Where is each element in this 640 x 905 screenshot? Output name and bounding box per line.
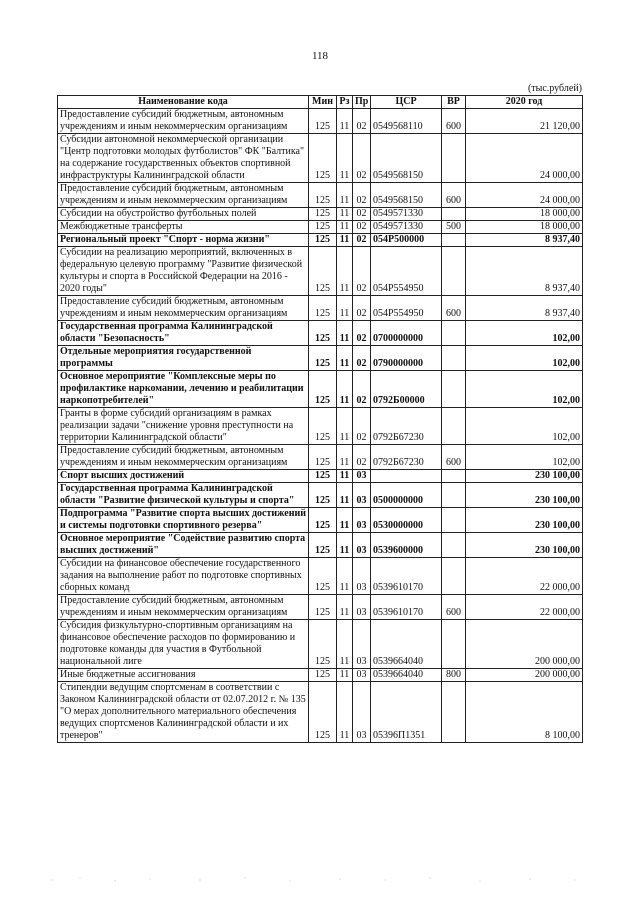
cell-name: Субсидия физкультурно-спортивным организациям на финансовое обеспечение расходов по формированию и подготовке команды для участия в Футбольной национальной лиге	[58, 620, 309, 669]
cell-amount: 24 000,00	[466, 134, 583, 183]
cell-rz: 11	[337, 620, 353, 669]
cell-rz: 11	[337, 321, 353, 346]
cell-pr: 03	[353, 558, 371, 595]
cell-pr: 02	[353, 371, 371, 408]
table-row	[58, 558, 583, 595]
cell-name: Субсидии автономной некоммерческой организации "Центр подготовки молодых футболистов" ФК "Балтика" на содержание государственных объектов спортивной инфраструктуры Калининградской области	[58, 134, 309, 183]
cell-min: 125	[309, 445, 337, 470]
cell-name: Предоставление субсидий бюджетным, автономным учреждениям и иным некоммерческим организациям	[58, 183, 309, 208]
cell-rz: 11	[337, 483, 353, 508]
cell-amount: 18 000,00	[466, 221, 583, 234]
cell-pr: 02	[353, 296, 371, 321]
cell-rz: 11	[337, 208, 353, 221]
cell-name: Субсидии на финансовое обеспечение государственного задания на выполнение работ по подготовке спортивных сборных команд	[58, 558, 309, 595]
cell-csr: 0530000000	[371, 508, 442, 533]
cell-pr: 02	[353, 183, 371, 208]
header-name: Наименование кода	[58, 96, 309, 109]
cell-amount: 102,00	[466, 371, 583, 408]
cell-name: Субсидии на обустройство футбольных полей	[58, 208, 309, 221]
header-vr: ВР	[442, 96, 466, 109]
cell-name: Гранты в форме субсидий организациям в рамках реализации задачи "снижение уровня преступности на территории Калининградской области"	[58, 408, 309, 445]
cell-vr: 500	[442, 221, 466, 234]
cell-csr: 0539664040	[371, 669, 442, 682]
cell-min: 125	[309, 508, 337, 533]
cell-csr: 0539610170	[371, 595, 442, 620]
table-row	[58, 247, 583, 296]
cell-rz: 11	[337, 234, 353, 247]
table-row	[58, 533, 583, 558]
cell-rz: 11	[337, 682, 353, 743]
cell-rz: 11	[337, 595, 353, 620]
cell-amount: 102,00	[466, 408, 583, 445]
cell-min: 125	[309, 134, 337, 183]
cell-min: 125	[309, 221, 337, 234]
cell-rz: 11	[337, 533, 353, 558]
table-row	[58, 371, 583, 408]
cell-min: 125	[309, 620, 337, 669]
table-row	[58, 669, 583, 682]
cell-csr: 0700000000	[371, 321, 442, 346]
cell-csr: 0539664040	[371, 620, 442, 669]
cell-vr	[442, 682, 466, 743]
table-row	[58, 134, 583, 183]
cell-rz: 11	[337, 346, 353, 371]
cell-rz: 11	[337, 109, 353, 134]
cell-rz: 11	[337, 470, 353, 483]
cell-amount: 18 000,00	[466, 208, 583, 221]
cell-pr: 03	[353, 483, 371, 508]
cell-name: Подпрограмма "Развитие спорта высших достижений и системы подготовки спортивного резерва"	[58, 508, 309, 533]
cell-csr: 05396П1351	[371, 682, 442, 743]
cell-amount: 102,00	[466, 346, 583, 371]
table-row	[58, 483, 583, 508]
cell-amount: 102,00	[466, 445, 583, 470]
cell-vr	[442, 470, 466, 483]
cell-csr: 0792Б67230	[371, 408, 442, 445]
cell-min: 125	[309, 247, 337, 296]
cell-name: Субсидии на реализацию мероприятий, включенных в федеральную целевую программу "Развитие физической культуры и спорта в Российской Федерации на 2016 - 2020 годы"	[58, 247, 309, 296]
cell-rz: 11	[337, 408, 353, 445]
cell-amount: 8 937,40	[466, 296, 583, 321]
table-row	[58, 470, 583, 483]
cell-pr: 02	[353, 134, 371, 183]
cell-pr: 02	[353, 445, 371, 470]
cell-name: Отдельные мероприятия государственной программы	[58, 346, 309, 371]
cell-csr: 0549568110	[371, 109, 442, 134]
cell-pr: 03	[353, 470, 371, 483]
cell-pr: 03	[353, 533, 371, 558]
cell-vr	[442, 208, 466, 221]
cell-pr: 02	[353, 234, 371, 247]
cell-rz: 11	[337, 221, 353, 234]
table-row	[58, 109, 583, 134]
cell-pr: 02	[353, 321, 371, 346]
cell-vr: 800	[442, 669, 466, 682]
cell-pr: 02	[353, 221, 371, 234]
scan-noise	[40, 872, 600, 886]
cell-csr: 0549571330	[371, 221, 442, 234]
cell-name: Государственная программа Калининградской области "Развитие физической культуры и спорта"	[58, 483, 309, 508]
cell-rz: 11	[337, 445, 353, 470]
cell-amount: 8 937,40	[466, 247, 583, 296]
cell-pr: 03	[353, 669, 371, 682]
table-row	[58, 208, 583, 221]
cell-pr: 03	[353, 595, 371, 620]
header-rz: Рз	[337, 96, 353, 109]
cell-name: Иные бюджетные ассигнования	[58, 669, 309, 682]
cell-vr	[442, 346, 466, 371]
cell-pr: 02	[353, 247, 371, 296]
cell-vr	[442, 321, 466, 346]
cell-name: Предоставление субсидий бюджетным, автономным учреждениям и иным некоммерческим организациям	[58, 109, 309, 134]
table-row	[58, 321, 583, 346]
cell-vr	[442, 134, 466, 183]
cell-name: Государственная программа Калининградской области "Безопасность"	[58, 321, 309, 346]
cell-min: 125	[309, 533, 337, 558]
cell-rz: 11	[337, 134, 353, 183]
cell-vr: 600	[442, 445, 466, 470]
header-csr: ЦСР	[371, 96, 442, 109]
cell-vr	[442, 533, 466, 558]
cell-amount: 102,00	[466, 321, 583, 346]
table-row	[58, 445, 583, 470]
table-row	[58, 234, 583, 247]
table-row	[58, 508, 583, 533]
cell-pr: 03	[353, 620, 371, 669]
page-number: 118	[311, 50, 329, 62]
cell-vr	[442, 620, 466, 669]
units-note: (тыс.рублей)	[527, 83, 582, 94]
cell-vr	[442, 234, 466, 247]
table-header-row	[58, 96, 583, 109]
cell-name: Стипендии ведущим спортсменам в соответствии с Законом Калининградской области от 02.07.2012 г. № 135 "О мерах дополнительного материального обеспечения ведущих спортсменов Калининградской области и их тренеров"	[58, 682, 309, 743]
cell-amount: 8 937,40	[466, 234, 583, 247]
budget-table	[57, 95, 583, 743]
cell-pr: 02	[353, 408, 371, 445]
cell-amount: 230 100,00	[466, 483, 583, 508]
cell-pr: 02	[353, 346, 371, 371]
cell-amount: 22 000,00	[466, 595, 583, 620]
cell-amount: 22 000,00	[466, 558, 583, 595]
table-row	[58, 408, 583, 445]
cell-amount: 200 000,00	[466, 669, 583, 682]
cell-min: 125	[309, 682, 337, 743]
cell-csr: 0549568150	[371, 134, 442, 183]
cell-csr: 0549571330	[371, 208, 442, 221]
table-row	[58, 346, 583, 371]
cell-csr: 0790000000	[371, 346, 442, 371]
cell-min: 125	[309, 183, 337, 208]
cell-vr: 600	[442, 183, 466, 208]
table-row	[58, 682, 583, 743]
cell-min: 125	[309, 470, 337, 483]
cell-vr	[442, 508, 466, 533]
cell-min: 125	[309, 595, 337, 620]
cell-min: 125	[309, 408, 337, 445]
header-pr: Пр	[353, 96, 371, 109]
cell-vr	[442, 371, 466, 408]
cell-name: Предоставление субсидий бюджетным, автономным учреждениям и иным некоммерческим организациям	[58, 445, 309, 470]
cell-name: Предоставление субсидий бюджетным, автономным учреждениям и иным некоммерческим организациям	[58, 595, 309, 620]
cell-pr: 03	[353, 682, 371, 743]
cell-min: 125	[309, 371, 337, 408]
cell-min: 125	[309, 321, 337, 346]
cell-vr	[442, 558, 466, 595]
cell-pr: 02	[353, 109, 371, 134]
cell-amount: 230 100,00	[466, 533, 583, 558]
cell-csr: 0792Б67230	[371, 445, 442, 470]
cell-amount: 24 000,00	[466, 183, 583, 208]
table-row	[58, 595, 583, 620]
cell-csr: 054P554950	[371, 296, 442, 321]
cell-vr: 600	[442, 296, 466, 321]
cell-rz: 11	[337, 247, 353, 296]
table-row	[58, 221, 583, 234]
cell-rz: 11	[337, 558, 353, 595]
table-row	[58, 620, 583, 669]
cell-amount: 230 100,00	[466, 508, 583, 533]
cell-min: 125	[309, 483, 337, 508]
cell-min: 125	[309, 109, 337, 134]
cell-vr: 600	[442, 109, 466, 134]
cell-rz: 11	[337, 296, 353, 321]
cell-min: 125	[309, 234, 337, 247]
cell-name: Предоставление субсидий бюджетным, автономным учреждениям и иным некоммерческим организациям	[58, 296, 309, 321]
cell-vr	[442, 408, 466, 445]
cell-vr	[442, 483, 466, 508]
header-min: Мин	[309, 96, 337, 109]
cell-amount: 8 100,00	[466, 682, 583, 743]
table-row	[58, 183, 583, 208]
table-row	[58, 296, 583, 321]
cell-pr: 02	[353, 208, 371, 221]
cell-rz: 11	[337, 508, 353, 533]
cell-csr	[371, 470, 442, 483]
cell-vr: 600	[442, 595, 466, 620]
cell-rz: 11	[337, 669, 353, 682]
cell-csr: 054P554950	[371, 247, 442, 296]
cell-csr: 0792Б00000	[371, 371, 442, 408]
cell-min: 125	[309, 558, 337, 595]
cell-min: 125	[309, 346, 337, 371]
cell-name: Межбюджетные трансферты	[58, 221, 309, 234]
cell-name: Основное мероприятие "Комплексные меры по профилактике наркомании, лечению и реабилитации наркопотребителей"	[58, 371, 309, 408]
cell-amount: 200 000,00	[466, 620, 583, 669]
cell-csr: 0539600000	[371, 533, 442, 558]
cell-csr: 0500000000	[371, 483, 442, 508]
cell-csr: 0539610170	[371, 558, 442, 595]
cell-amount: 21 120,00	[466, 109, 583, 134]
cell-name: Спорт высших достижений	[58, 470, 309, 483]
cell-rz: 11	[337, 371, 353, 408]
cell-csr: 054P500000	[371, 234, 442, 247]
cell-min: 125	[309, 208, 337, 221]
header-year: 2020 год	[466, 96, 583, 109]
cell-pr: 03	[353, 508, 371, 533]
cell-csr: 0549568150	[371, 183, 442, 208]
cell-rz: 11	[337, 183, 353, 208]
cell-name: Региональный проект "Спорт - норма жизни"	[58, 234, 309, 247]
cell-amount: 230 100,00	[466, 470, 583, 483]
cell-name: Основное мероприятие "Содействие развитию спорта высших достижений"	[58, 533, 309, 558]
cell-min: 125	[309, 296, 337, 321]
cell-vr	[442, 247, 466, 296]
cell-min: 125	[309, 669, 337, 682]
